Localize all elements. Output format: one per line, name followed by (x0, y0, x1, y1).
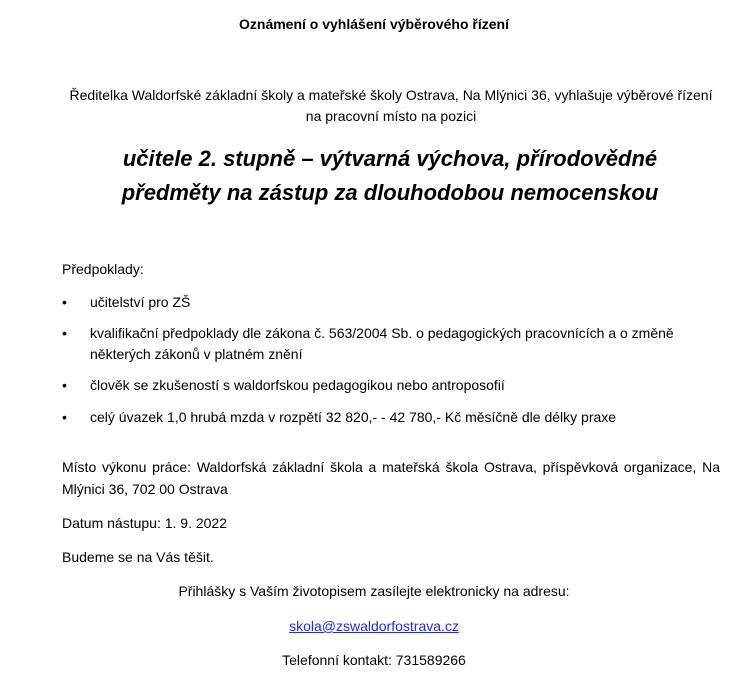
email-link[interactable]: skola@zswaldorfostrava.cz (289, 618, 459, 634)
intro-paragraph: Ředitelka Waldorfské základní školy a mateřské školy Ostrava, Na Mlýnici 36, vyhlašuje výběrové řízení na pracovní místo na pozici (69, 87, 713, 124)
email-line (0, 618, 748, 634)
list-item (62, 375, 724, 396)
list-item-text: celý úvazek 1,0 hrubá mzda v rozpětí 32 820,- - 42 780,- Kč měsíčně dle délky praxe (90, 409, 617, 425)
list-item-text: člověk se zkušeností s waldorfskou pedagogikou nebo antroposofií (90, 377, 505, 393)
prerequisites-label: Předpoklady: (62, 261, 144, 277)
apply-instructions: Přihlášky s Vaším životopisem zasílejte elektronicky na adresu: (178, 583, 570, 599)
start-date: Datum nástupu: 1. 9. 2022 (62, 515, 227, 531)
welcome-text: Budeme se na Vás těšit. (62, 549, 214, 565)
list-item-text: učitelství pro ZŠ (90, 294, 191, 310)
phone-contact: Telefonní kontakt: 731589266 (282, 652, 466, 668)
prerequisites-list (62, 292, 724, 428)
bullet-icon: • (62, 409, 67, 425)
list-item (62, 407, 724, 428)
bullet-icon: • (62, 377, 67, 393)
position-title-line-2: předměty na zástup za dlouhodobou nemocenskou (121, 180, 659, 205)
place-of-work: Místo výkonu práce: Waldorfská základní škola a mateřská škola Ostrava, příspěvková organizace, Na Mlýnici 36, 702 00 Ostrava (62, 459, 720, 497)
document-heading: Oznámení o vyhlášení výběrového řízení (239, 16, 509, 32)
position-title (40, 142, 740, 210)
bullet-icon: • (62, 294, 67, 310)
position-title-line-1: učitele 2. stupně – výtvarná výchova, přírodovědné (122, 146, 658, 171)
list-item (62, 323, 724, 365)
bullet-icon: • (62, 325, 67, 341)
list-item (62, 292, 724, 313)
list-item-text: kvalifikační předpoklady dle zákona č. 563/2004 Sb. o pedagogických pracovnících a o změně některých zákonů v platném znění (90, 325, 674, 362)
